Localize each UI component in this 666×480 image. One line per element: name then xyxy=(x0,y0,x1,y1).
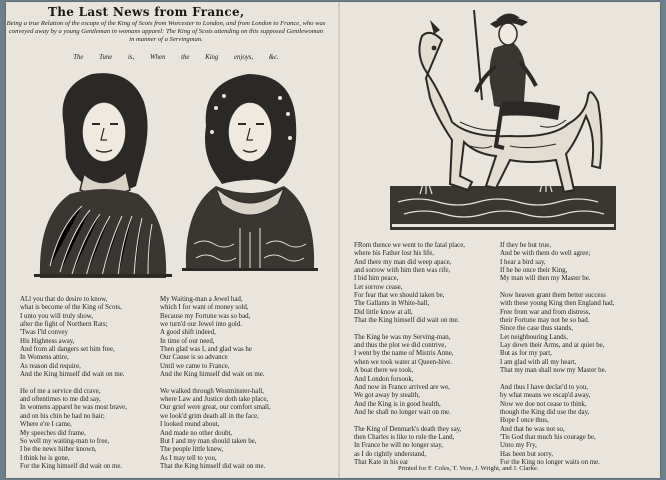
verse-line: For the King himself did wait on me. xyxy=(20,462,123,470)
verse-line xyxy=(354,417,465,425)
verse-line: though the King did use the day, xyxy=(500,408,590,416)
verse-line: Let sorrow cease, xyxy=(354,283,403,291)
verse-line: We got away by stealth, xyxy=(354,392,420,400)
verse-line: The King he was my Serving-man, xyxy=(354,333,451,341)
verse-line: Free from war and from distress, xyxy=(500,308,591,316)
verse-line: and oftentimes to me did say, xyxy=(20,396,101,404)
verse-line: with these young King then England had, xyxy=(500,300,615,308)
verse-line xyxy=(500,284,614,292)
verse-line: For the King no longer waits on me. xyxy=(500,458,600,466)
verse-line: My Waiting-man a Jewel had, xyxy=(160,296,243,303)
verse-line: 'Twas I'ld convey xyxy=(20,329,68,337)
verse-line: I think he is gone, xyxy=(20,454,70,462)
verse-line: where Law and Justice doth take place, xyxy=(160,396,269,404)
verse-line: I looked round about, xyxy=(160,421,220,429)
verse-line xyxy=(20,379,127,387)
verse-line: The Gallants in White-hall, xyxy=(354,300,430,308)
verse-line xyxy=(160,379,271,387)
verse-line: when we took water at Queen-hive. xyxy=(354,358,452,366)
verse-line: I hear a bird say, xyxy=(500,258,546,266)
verse-line: which I for want of money sold, xyxy=(160,304,249,312)
lady-portrait-woodcut xyxy=(180,68,320,274)
verse-line: where his Father lost his life, xyxy=(354,250,434,258)
verse-line xyxy=(354,325,465,333)
verse-line: I went by the name of Mistris Anne, xyxy=(354,350,454,358)
verse-line: after the fight of Northern Rats; xyxy=(20,321,108,329)
verse-line: In time of our need, xyxy=(160,337,215,345)
printer-imprint: Printed for F. Coles, T. Vere, J. Wright, and J. Clarke. xyxy=(398,465,539,472)
verse-line: what is become of the King of Scots, xyxy=(20,304,122,312)
verse-line: The people little knew, xyxy=(160,446,224,454)
verse-line: That the King himself did wait on me. xyxy=(160,462,266,470)
verse-line: Our Cause is so advance xyxy=(160,354,228,362)
verse-line: As reason did require, xyxy=(20,362,81,370)
verse-line: we turn'd our Jewel into gold. xyxy=(160,321,243,329)
verse-line: And that he was not so, xyxy=(500,425,565,433)
ballad-subtitle: Being a true Relation of the escape of the King of Scots from Worcester to London, and from London to France, who was conveyed away by a young Gentleman in womans apparel: The King of Scots attending on this supposed Gentlewoman in manner of a Servingman. xyxy=(6,20,326,44)
verse-line: Where e're I came, xyxy=(20,421,72,429)
verse-line: Did little know at all, xyxy=(354,308,413,316)
tune-label: The Tune is, xyxy=(73,54,135,61)
verse-line: In France he will no longer stay, xyxy=(354,442,443,450)
verse-line: Because my Fortune was so bad, xyxy=(160,312,251,320)
verse-line: And now in France arrived are we, xyxy=(354,383,450,391)
verse-line: Until we came to France, xyxy=(160,362,230,370)
verse-line: And there my man did weep apace, xyxy=(354,258,452,266)
verse-line: That Kate in his ear xyxy=(354,458,409,466)
verse-line: That the King himself did wait on me. xyxy=(354,317,460,325)
verse-line: Then glad was I, and glad was he xyxy=(160,346,252,354)
verse-line: I am glad with all my heart, xyxy=(500,358,577,366)
broadside-sheet xyxy=(6,2,660,478)
verse-line: And from all dangers set him free, xyxy=(20,346,115,354)
verse-line: My man will then my Master be. xyxy=(500,275,591,283)
verse-line: And the King is in good health, xyxy=(354,400,441,408)
verse-line: And the King himself did wait on me. xyxy=(20,371,125,379)
verse-line: My speeches did frame, xyxy=(20,429,86,437)
verse-line: The King of Denmark's death they say, xyxy=(354,425,462,433)
verse-line: If they be but true, xyxy=(500,242,552,249)
verse-column-3 xyxy=(354,242,465,467)
center-fold xyxy=(338,2,340,478)
verse-column-4 xyxy=(500,242,614,467)
verse-line: If he be once their King, xyxy=(500,267,568,275)
verse-line: So well my waiting-man to free, xyxy=(20,437,110,445)
verse-line: I bid him peace, xyxy=(354,275,399,283)
verse-line: He of me a service did crave, xyxy=(20,387,101,395)
verse-line: then Charles is like to rule the Land, xyxy=(354,433,455,441)
verse-column-1 xyxy=(20,296,127,471)
king-portrait-woodcut xyxy=(30,66,176,278)
verse-line: I unto you will truly show, xyxy=(20,312,94,320)
verse-line: 'Tis God that much his courage be, xyxy=(500,433,596,441)
verse-line: as I do rightly understand, xyxy=(354,450,427,458)
verse-line: And London forsook, xyxy=(354,375,414,383)
verse-line: Has been but sorry, xyxy=(500,450,554,458)
verse-line: In Womens attire, xyxy=(20,354,69,362)
verse-line: we look'd grim death all in the face, xyxy=(160,412,259,420)
verse-line: FRom thence we went to the fatal place, xyxy=(354,242,465,249)
verse-line: And be with them do well agree; xyxy=(500,250,591,258)
verse-line: I be the news hither known, xyxy=(20,446,97,454)
verse-line: And thus I have declar'd to you, xyxy=(500,383,588,391)
verse-line: their Fortune may not be so bad. xyxy=(500,317,590,325)
verse-line: For fear that we should taken be, xyxy=(354,292,445,300)
verse-line: and on his chin he had no hair; xyxy=(20,412,105,420)
verse-line: Hope I once thus, xyxy=(500,417,549,425)
verse-line: A good shift indeed, xyxy=(160,329,216,337)
tune-value: When the King enjoys, &c. xyxy=(149,54,279,61)
verse-line: And the King himself did wait on me. xyxy=(160,371,265,379)
verse-line: Unto my Fry, xyxy=(500,442,537,450)
verse-line: Now heaven grant them better success xyxy=(500,292,606,300)
verse-line: And made no other doubt, xyxy=(160,429,233,437)
verse-line: Let neighbouring Lands, xyxy=(500,333,568,341)
verse-line: and sorrow with him then was rife, xyxy=(354,267,451,275)
ballad-title: The Last News from France, xyxy=(48,5,245,19)
verse-line: by what means we escap'd away, xyxy=(500,392,591,400)
verse-line xyxy=(500,376,614,384)
verse-line: His Highness away, xyxy=(20,337,75,345)
verse-line: But I and my man should taken be, xyxy=(160,437,257,445)
verse-line: But as for my part, xyxy=(500,350,552,358)
verse-line: Lay down their Arms, and at quiet be, xyxy=(500,342,605,350)
verse-line: A boat there we took, xyxy=(354,367,414,375)
horse-rider-woodcut xyxy=(390,6,618,232)
verse-line: In womens apparel he was most brave, xyxy=(20,404,127,412)
verse-line: That my man shall now my Master be. xyxy=(500,367,607,375)
verse-line: and thus the plot we did contrive, xyxy=(354,342,447,350)
verse-line: And he shall no longer wait on me. xyxy=(354,408,451,416)
verse-column-2 xyxy=(160,296,271,471)
tune-line xyxy=(46,54,306,61)
verse-line: We walked through Westminster-hall, xyxy=(160,387,264,395)
verse-line: Now we doe not cease to think, xyxy=(500,400,587,408)
verse-line: As I may tell to you, xyxy=(160,454,217,462)
verse-line: Since the case thus stands, xyxy=(500,325,573,333)
verse-line: Our grief were great, our comfort small, xyxy=(160,404,271,412)
verse-line: ALl you that do desire to know, xyxy=(20,296,108,303)
